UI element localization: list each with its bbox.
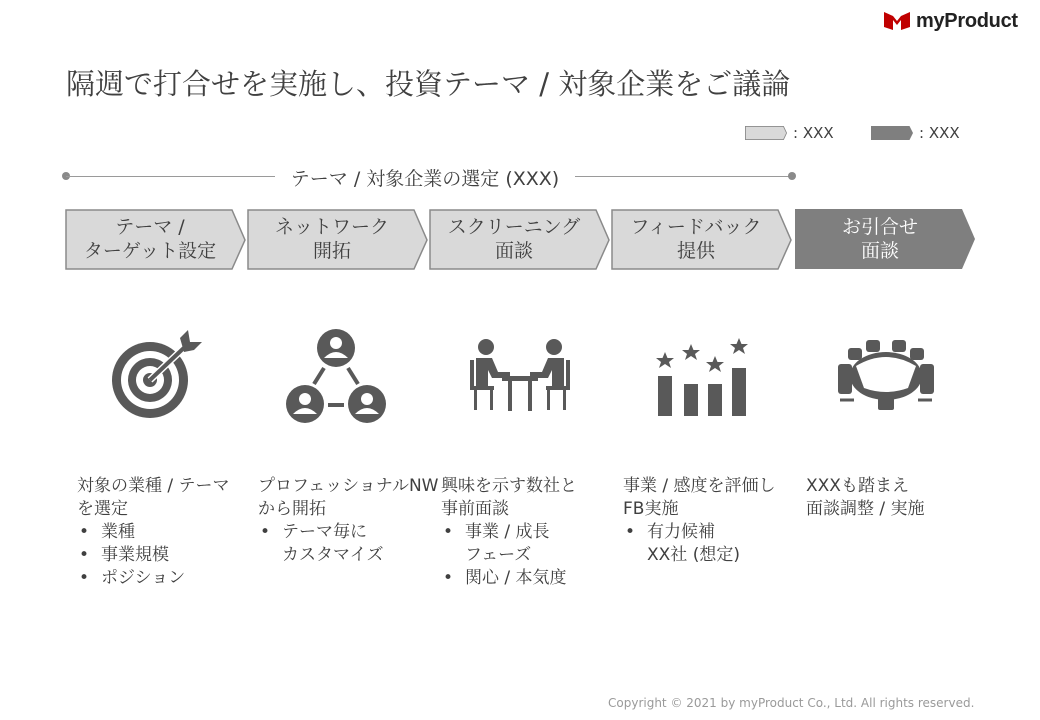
step-1-line2: ターゲット設定 (83, 240, 217, 262)
step-2-line2: 開拓 (312, 240, 351, 262)
legend-item-light (743, 124, 834, 142)
rating-icon (656, 336, 750, 418)
description-3-line: 事前面談 (441, 499, 509, 519)
list-item-line: • 有力候補 (647, 522, 715, 542)
list-item (441, 521, 577, 567)
meeting-icon (468, 338, 572, 414)
list-item-line: XX社 (想定) (647, 545, 740, 565)
phase-end-dot (788, 172, 796, 180)
description-5-line: 面談調整 / 実施 (806, 499, 925, 519)
description-2 (258, 475, 439, 567)
description-1-line: を選定 (77, 499, 128, 519)
step-3-line2: 面談 (494, 240, 533, 262)
description-3 (441, 475, 577, 590)
description-5 (806, 475, 925, 521)
legend-item-dark (869, 124, 960, 142)
description-1 (77, 475, 230, 590)
step-2-line1: ネットワーク (274, 216, 389, 238)
description-4-line: FB実施 (623, 499, 679, 519)
conference-icon (836, 338, 936, 414)
list-item: • 業種 (77, 521, 230, 544)
brand-logo (884, 8, 1018, 34)
brand-name: myProduct (916, 9, 1018, 32)
brand-mark-icon (884, 12, 910, 30)
legend-label-light: : XXX (793, 124, 834, 142)
description-1-line: 対象の業種 / テーマ (77, 476, 230, 496)
copyright: Copyright © 2021 by myProduct Co., Ltd. All rights reserved. (608, 696, 975, 710)
step-4-line1: フィードバック (630, 216, 762, 238)
legend-swatch-dark (869, 126, 915, 140)
target-icon (108, 330, 204, 426)
phase-label: テーマ / 対象企業の選定 (XXX) (275, 164, 575, 191)
list-item: • 関心 / 本気度 (441, 567, 577, 590)
step-4-line2: 提供 (676, 240, 715, 262)
step-1-line1: テーマ / (115, 216, 185, 238)
description-2-line: から開拓 (258, 499, 326, 519)
legend-label-dark: : XXX (919, 124, 960, 142)
legend-swatch-light (743, 126, 789, 140)
description-5-line: XXXも踏まえ (806, 476, 909, 496)
list-item-line: • テーマ毎に (282, 522, 367, 542)
list-item-line: フェーズ (465, 545, 532, 565)
list-item (623, 521, 776, 567)
description-4 (623, 475, 776, 567)
page-title: 隔週で打合せを実施し、投資テーマ / 対象企業をご議論 (66, 67, 791, 101)
step-3-line1: スクリーニング (447, 216, 581, 238)
description-3-line: 興味を示す数社と (441, 476, 577, 496)
description-2-line: プロフェッショナルNW (258, 476, 439, 496)
list-item: • ポジション (77, 567, 230, 590)
list-item-line: • 事業 / 成長 (465, 522, 550, 542)
list-item (258, 521, 439, 567)
description-4-line: 事業 / 感度を評価し (623, 476, 776, 496)
network-icon (284, 328, 388, 424)
list-item-line: カスタマイズ (282, 545, 384, 565)
step-5-line1: お引合せ (841, 216, 918, 238)
step-5-line2: 面談 (860, 240, 899, 262)
list-item: • 事業規模 (77, 544, 230, 567)
